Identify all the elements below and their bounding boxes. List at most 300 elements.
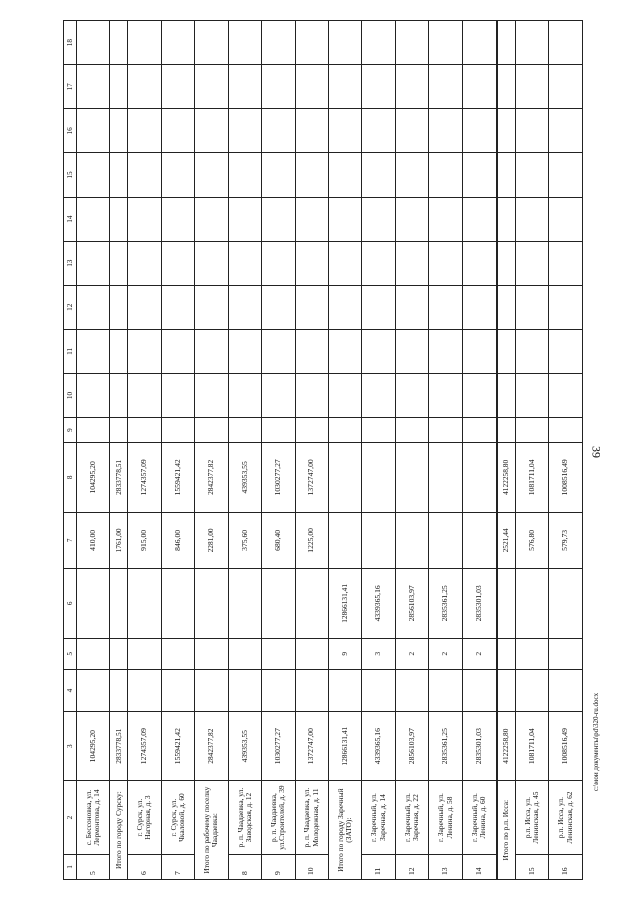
table-cell: [429, 512, 462, 569]
table-cell: [429, 418, 462, 443]
table-cell: 2835361,25: [429, 712, 462, 781]
table-cell: [228, 197, 261, 241]
table-cell: 576,80: [515, 512, 548, 569]
table-cell: [110, 285, 128, 329]
table-cell: [110, 569, 128, 638]
address-cell: р.п. Исса, ул. Ленинская, д. 45: [515, 781, 548, 855]
subtotal-row: [328, 21, 361, 880]
table-cell: 1008516,49: [549, 712, 583, 781]
column-number-cell: 11: [64, 329, 77, 373]
table-cell: [549, 569, 583, 638]
table-cell: [429, 21, 462, 65]
table-row: [395, 21, 428, 880]
table-cell: [228, 670, 261, 712]
table-cell: [549, 638, 583, 670]
table-cell: [295, 329, 328, 373]
table-cell: [429, 197, 462, 241]
table-cell: [295, 373, 328, 417]
address-cell: г. Заречный, ул. Заречная, д. 14: [362, 781, 395, 855]
table-cell: [429, 241, 462, 285]
table-cell: [161, 285, 194, 329]
table-cell: 1030277,27: [262, 712, 295, 781]
address-cell: с. Бессоновка, ул. Лермонтова, д. 14: [77, 781, 110, 855]
column-number-cell: 4: [64, 670, 77, 712]
table-cell: 579,73: [549, 512, 583, 569]
row-number-cell: 10: [295, 854, 328, 879]
table-cell: [262, 285, 295, 329]
table-cell: 2835361,25: [429, 569, 462, 638]
table-cell: [462, 109, 496, 153]
table-cell: [395, 241, 428, 285]
table-cell: [161, 670, 194, 712]
table-cell: 2842377,82: [195, 712, 228, 781]
table-cell: [195, 329, 228, 373]
table-cell: [328, 241, 361, 285]
table-cell: [515, 638, 548, 670]
table-cell: [110, 65, 128, 109]
column-number-cell: 16: [64, 109, 77, 153]
column-number-cell: 7: [64, 512, 77, 569]
address-cell: г. Сурск, ул. Чкаловой, д. 60: [161, 781, 194, 855]
column-number-cell: 8: [64, 443, 77, 512]
table-cell: 104295,20: [77, 443, 110, 512]
table-cell: [497, 285, 516, 329]
table-cell: [295, 21, 328, 65]
table-cell: 104295,20: [77, 712, 110, 781]
table-cell: [295, 569, 328, 638]
table-cell: 439353,55: [228, 712, 261, 781]
table-cell: [77, 670, 110, 712]
table-cell: [195, 569, 228, 638]
table-cell: [515, 153, 548, 197]
table-cell: [228, 569, 261, 638]
table-cell: [195, 670, 228, 712]
table-row: [515, 21, 548, 880]
table-cell: [295, 153, 328, 197]
table-cell: [497, 65, 516, 109]
table-cell: [515, 65, 548, 109]
table-cell: 4122258,80: [497, 443, 516, 512]
column-number-cell: 15: [64, 153, 77, 197]
table-cell: [515, 109, 548, 153]
subtotal-row: [195, 21, 228, 880]
table-cell: [161, 373, 194, 417]
table-cell: [195, 197, 228, 241]
table-cell: [515, 373, 548, 417]
table-cell: [195, 109, 228, 153]
table-cell: 2521,44: [497, 512, 516, 569]
table-cell: [497, 418, 516, 443]
column-number-cell: 14: [64, 197, 77, 241]
table-cell: 1081711,04: [515, 443, 548, 512]
table-cell: 2842377,82: [195, 443, 228, 512]
table-cell: [262, 418, 295, 443]
row-number-cell: 11: [362, 854, 395, 879]
table-cell: [110, 153, 128, 197]
table-cell: [328, 443, 361, 512]
table-cell: 915,00: [128, 512, 161, 569]
table-cell: [328, 512, 361, 569]
table-cell: [128, 241, 161, 285]
table-cell: [362, 285, 395, 329]
table-cell: [462, 418, 496, 443]
table-cell: 1030277,27: [262, 443, 295, 512]
table-cell: 2833778,51: [110, 712, 128, 781]
table-cell: [77, 569, 110, 638]
table-cell: [262, 373, 295, 417]
column-number-cell: 9: [64, 418, 77, 443]
table-cell: [128, 418, 161, 443]
table-cell: [195, 241, 228, 285]
row-number-cell: 13: [429, 854, 462, 879]
table-cell: [128, 21, 161, 65]
table-cell: [429, 109, 462, 153]
column-number-cell: 5: [64, 638, 77, 670]
table-row: [295, 21, 328, 880]
table-cell: [262, 109, 295, 153]
table-cell: [429, 153, 462, 197]
table-cell: [262, 65, 295, 109]
table-cell: [128, 153, 161, 197]
table-cell: [395, 443, 428, 512]
table-cell: [515, 329, 548, 373]
table-cell: [295, 65, 328, 109]
table-cell: [462, 512, 496, 569]
table-cell: [462, 153, 496, 197]
table-cell: [295, 197, 328, 241]
table-row: [161, 21, 194, 880]
table-cell: [262, 638, 295, 670]
table-row: [262, 21, 295, 880]
table-cell: [161, 65, 194, 109]
table-cell: [328, 197, 361, 241]
table-cell: [462, 670, 496, 712]
table-cell: [328, 285, 361, 329]
table-cell: [161, 197, 194, 241]
table-cell: [515, 569, 548, 638]
table-cell: [395, 329, 428, 373]
table-row: [77, 21, 110, 880]
table-cell: [262, 241, 295, 285]
table-cell: [262, 21, 295, 65]
table-cell: 2856103,97: [395, 569, 428, 638]
page-number: 39: [589, 446, 604, 458]
table-cell: [328, 670, 361, 712]
table-cell: [195, 638, 228, 670]
table-cell: [462, 241, 496, 285]
table-cell: [110, 638, 128, 670]
table-cell: [497, 373, 516, 417]
address-cell: р.п. Исса, ул. Ленинская, д. 62: [549, 781, 583, 855]
table-cell: 4339365,16: [362, 569, 395, 638]
table-cell: 1274357,09: [128, 712, 161, 781]
table-cell: [395, 21, 428, 65]
table-cell: [462, 65, 496, 109]
table-cell: [128, 65, 161, 109]
table-cell: [497, 241, 516, 285]
table-cell: [328, 153, 361, 197]
table-cell: [328, 373, 361, 417]
table-cell: [110, 418, 128, 443]
table-cell: [295, 418, 328, 443]
table-cell: [161, 638, 194, 670]
table-cell: 2281,00: [195, 512, 228, 569]
table-cell: [110, 21, 128, 65]
address-cell: г. Заречный, ул. Заречная, д. 22: [395, 781, 428, 855]
table-cell: [395, 65, 428, 109]
column-number-cell: 2: [64, 781, 77, 855]
subtotal-label: Итого по рабочему поселку Чаадаевка:: [195, 781, 228, 880]
column-number-cell: 17: [64, 65, 77, 109]
table-cell: [77, 638, 110, 670]
table-cell: [77, 241, 110, 285]
table-cell: [362, 109, 395, 153]
table-cell: [161, 153, 194, 197]
table-cell: [395, 197, 428, 241]
table-cell: [228, 109, 261, 153]
table-row: [228, 21, 261, 880]
table-cell: 846,00: [161, 512, 194, 569]
table-cell: [395, 418, 428, 443]
address-cell: р. п. Чаадаевка, ул. Заводская, д. 12: [228, 781, 261, 855]
table-cell: 1761,00: [110, 512, 128, 569]
subtotal-row: [497, 21, 516, 880]
address-cell: г. Заречный, ул. Ленина, д. 60: [462, 781, 496, 855]
table-cell: [128, 670, 161, 712]
column-number-cell: 1: [64, 854, 77, 879]
table-cell: [161, 329, 194, 373]
table-cell: [110, 109, 128, 153]
table-cell: [497, 21, 516, 65]
table-cell: [228, 373, 261, 417]
table-cell: [549, 373, 583, 417]
table-row: [429, 21, 462, 880]
table-cell: [462, 285, 496, 329]
table-cell: [549, 153, 583, 197]
table-cell: [228, 329, 261, 373]
table-cell: [497, 670, 516, 712]
table-cell: [462, 329, 496, 373]
table-cell: [262, 197, 295, 241]
table-cell: [228, 153, 261, 197]
address-cell: г. Сурск, ул. Нагорная, д. 3: [128, 781, 161, 855]
column-number-cell: 13: [64, 241, 77, 285]
row-number-cell: 5: [77, 854, 110, 879]
table-cell: [515, 21, 548, 65]
table-cell: [515, 197, 548, 241]
table-cell: [362, 197, 395, 241]
row-number-cell: 12: [395, 854, 428, 879]
table-cell: [161, 418, 194, 443]
row-number-cell: 9: [262, 854, 295, 879]
table-cell: [262, 670, 295, 712]
table-cell: [328, 109, 361, 153]
table-cell: [228, 285, 261, 329]
table-cell: 2835301,03: [462, 712, 496, 781]
table-cell: [228, 21, 261, 65]
table-cell: [77, 21, 110, 65]
table-cell: [228, 65, 261, 109]
table-row: [549, 21, 583, 880]
table-cell: 2: [462, 638, 496, 670]
row-number-cell: 15: [515, 854, 548, 879]
table-cell: [497, 638, 516, 670]
table-cell: [362, 329, 395, 373]
table-cell: [549, 65, 583, 109]
table-cell: [515, 418, 548, 443]
table-cell: [195, 373, 228, 417]
table-cell: 3: [362, 638, 395, 670]
table-cell: [549, 109, 583, 153]
table-cell: [228, 241, 261, 285]
table-cell: [328, 65, 361, 109]
table-cell: [429, 329, 462, 373]
header-row: [64, 21, 77, 880]
table-cell: [77, 329, 110, 373]
column-number-cell: 10: [64, 373, 77, 417]
table-cell: 4122258,80: [497, 712, 516, 781]
table-cell: [549, 241, 583, 285]
table-cell: [295, 285, 328, 329]
table-cell: [128, 373, 161, 417]
table-cell: [128, 109, 161, 153]
table-cell: 9: [328, 638, 361, 670]
table-cell: [262, 329, 295, 373]
column-number-cell: 6: [64, 569, 77, 638]
table-cell: [462, 443, 496, 512]
table-cell: [195, 285, 228, 329]
table-cell: 2833778,51: [110, 443, 128, 512]
table-cell: [195, 21, 228, 65]
table-cell: [362, 153, 395, 197]
table-cell: 4339365,16: [362, 712, 395, 781]
table-cell: 2835301,03: [462, 569, 496, 638]
subtotal-label: Итого по городу Сурску:: [110, 781, 128, 880]
table-cell: [110, 197, 128, 241]
row-number-cell: 6: [128, 854, 161, 879]
table-cell: [429, 443, 462, 512]
table-cell: [462, 197, 496, 241]
table-cell: [395, 512, 428, 569]
table-cell: [195, 418, 228, 443]
table-cell: 12866131,41: [328, 712, 361, 781]
table-cell: [497, 197, 516, 241]
table-cell: [395, 670, 428, 712]
column-number-cell: 3: [64, 712, 77, 781]
row-number-cell: 7: [161, 854, 194, 879]
table-cell: [77, 418, 110, 443]
table-cell: [328, 21, 361, 65]
table-cell: [262, 153, 295, 197]
table-cell: [295, 638, 328, 670]
table-cell: [549, 418, 583, 443]
table-cell: [429, 373, 462, 417]
table-cell: [462, 21, 496, 65]
subtotal-label: Итого по р.п. Исса:: [497, 781, 516, 880]
row-number-cell: 8: [228, 854, 261, 879]
table-cell: [362, 21, 395, 65]
table-cell: 1372747,00: [295, 712, 328, 781]
table-cell: [395, 109, 428, 153]
column-number-cell: 18: [64, 21, 77, 65]
table-cell: [228, 638, 261, 670]
table-cell: [515, 241, 548, 285]
table-row: [362, 21, 395, 880]
table-cell: [77, 153, 110, 197]
table-cell: [429, 65, 462, 109]
table-cell: [549, 670, 583, 712]
table-cell: 2: [395, 638, 428, 670]
table-cell: 2856103,97: [395, 712, 428, 781]
table-cell: [110, 670, 128, 712]
row-number-cell: 16: [549, 854, 583, 879]
table-cell: [328, 418, 361, 443]
table-cell: [429, 670, 462, 712]
address-cell: г. Заречный, ул. Ленина, д. 58: [429, 781, 462, 855]
table-cell: [497, 153, 516, 197]
table-cell: 12866131,41: [328, 569, 361, 638]
footer-file-path: c:\мои документы\pd\320-ru.docx: [592, 692, 600, 792]
table-cell: 1081711,04: [515, 712, 548, 781]
table-cell: [362, 512, 395, 569]
table-cell: [110, 373, 128, 417]
table-cell: [549, 21, 583, 65]
table-cell: [515, 285, 548, 329]
register-table-wrapper: [63, 20, 583, 880]
table-cell: [429, 285, 462, 329]
table-cell: 1225,00: [295, 512, 328, 569]
table-cell: 1372747,00: [295, 443, 328, 512]
table-row: [462, 21, 496, 880]
table-cell: 375,60: [228, 512, 261, 569]
table-cell: [295, 241, 328, 285]
table-cell: [128, 197, 161, 241]
table-cell: [295, 670, 328, 712]
table-cell: [328, 329, 361, 373]
table-cell: [549, 285, 583, 329]
row-number-cell: 14: [462, 854, 496, 879]
table-cell: [262, 569, 295, 638]
table-cell: [77, 197, 110, 241]
table-cell: [77, 109, 110, 153]
table-cell: [161, 109, 194, 153]
register-table: [63, 20, 583, 880]
table-cell: 1559421,42: [161, 443, 194, 512]
table-cell: [395, 285, 428, 329]
table-cell: 439353,55: [228, 443, 261, 512]
table-cell: [362, 443, 395, 512]
table-cell: [549, 197, 583, 241]
table-cell: [128, 638, 161, 670]
table-cell: [362, 670, 395, 712]
table-cell: 680,40: [262, 512, 295, 569]
column-number-cell: 12: [64, 285, 77, 329]
table-cell: [395, 373, 428, 417]
table-cell: 2: [429, 638, 462, 670]
table-cell: [128, 329, 161, 373]
table-cell: [161, 241, 194, 285]
table-cell: [362, 418, 395, 443]
subtotal-row: [110, 21, 128, 880]
table-cell: [128, 569, 161, 638]
table-cell: [497, 329, 516, 373]
table-cell: [110, 329, 128, 373]
table-cell: 1008516,49: [549, 443, 583, 512]
table-cell: [77, 65, 110, 109]
address-cell: р. п. Чаадаевка, ул. Молодежная, д. 11: [295, 781, 328, 855]
table-cell: [362, 65, 395, 109]
table-cell: [295, 109, 328, 153]
